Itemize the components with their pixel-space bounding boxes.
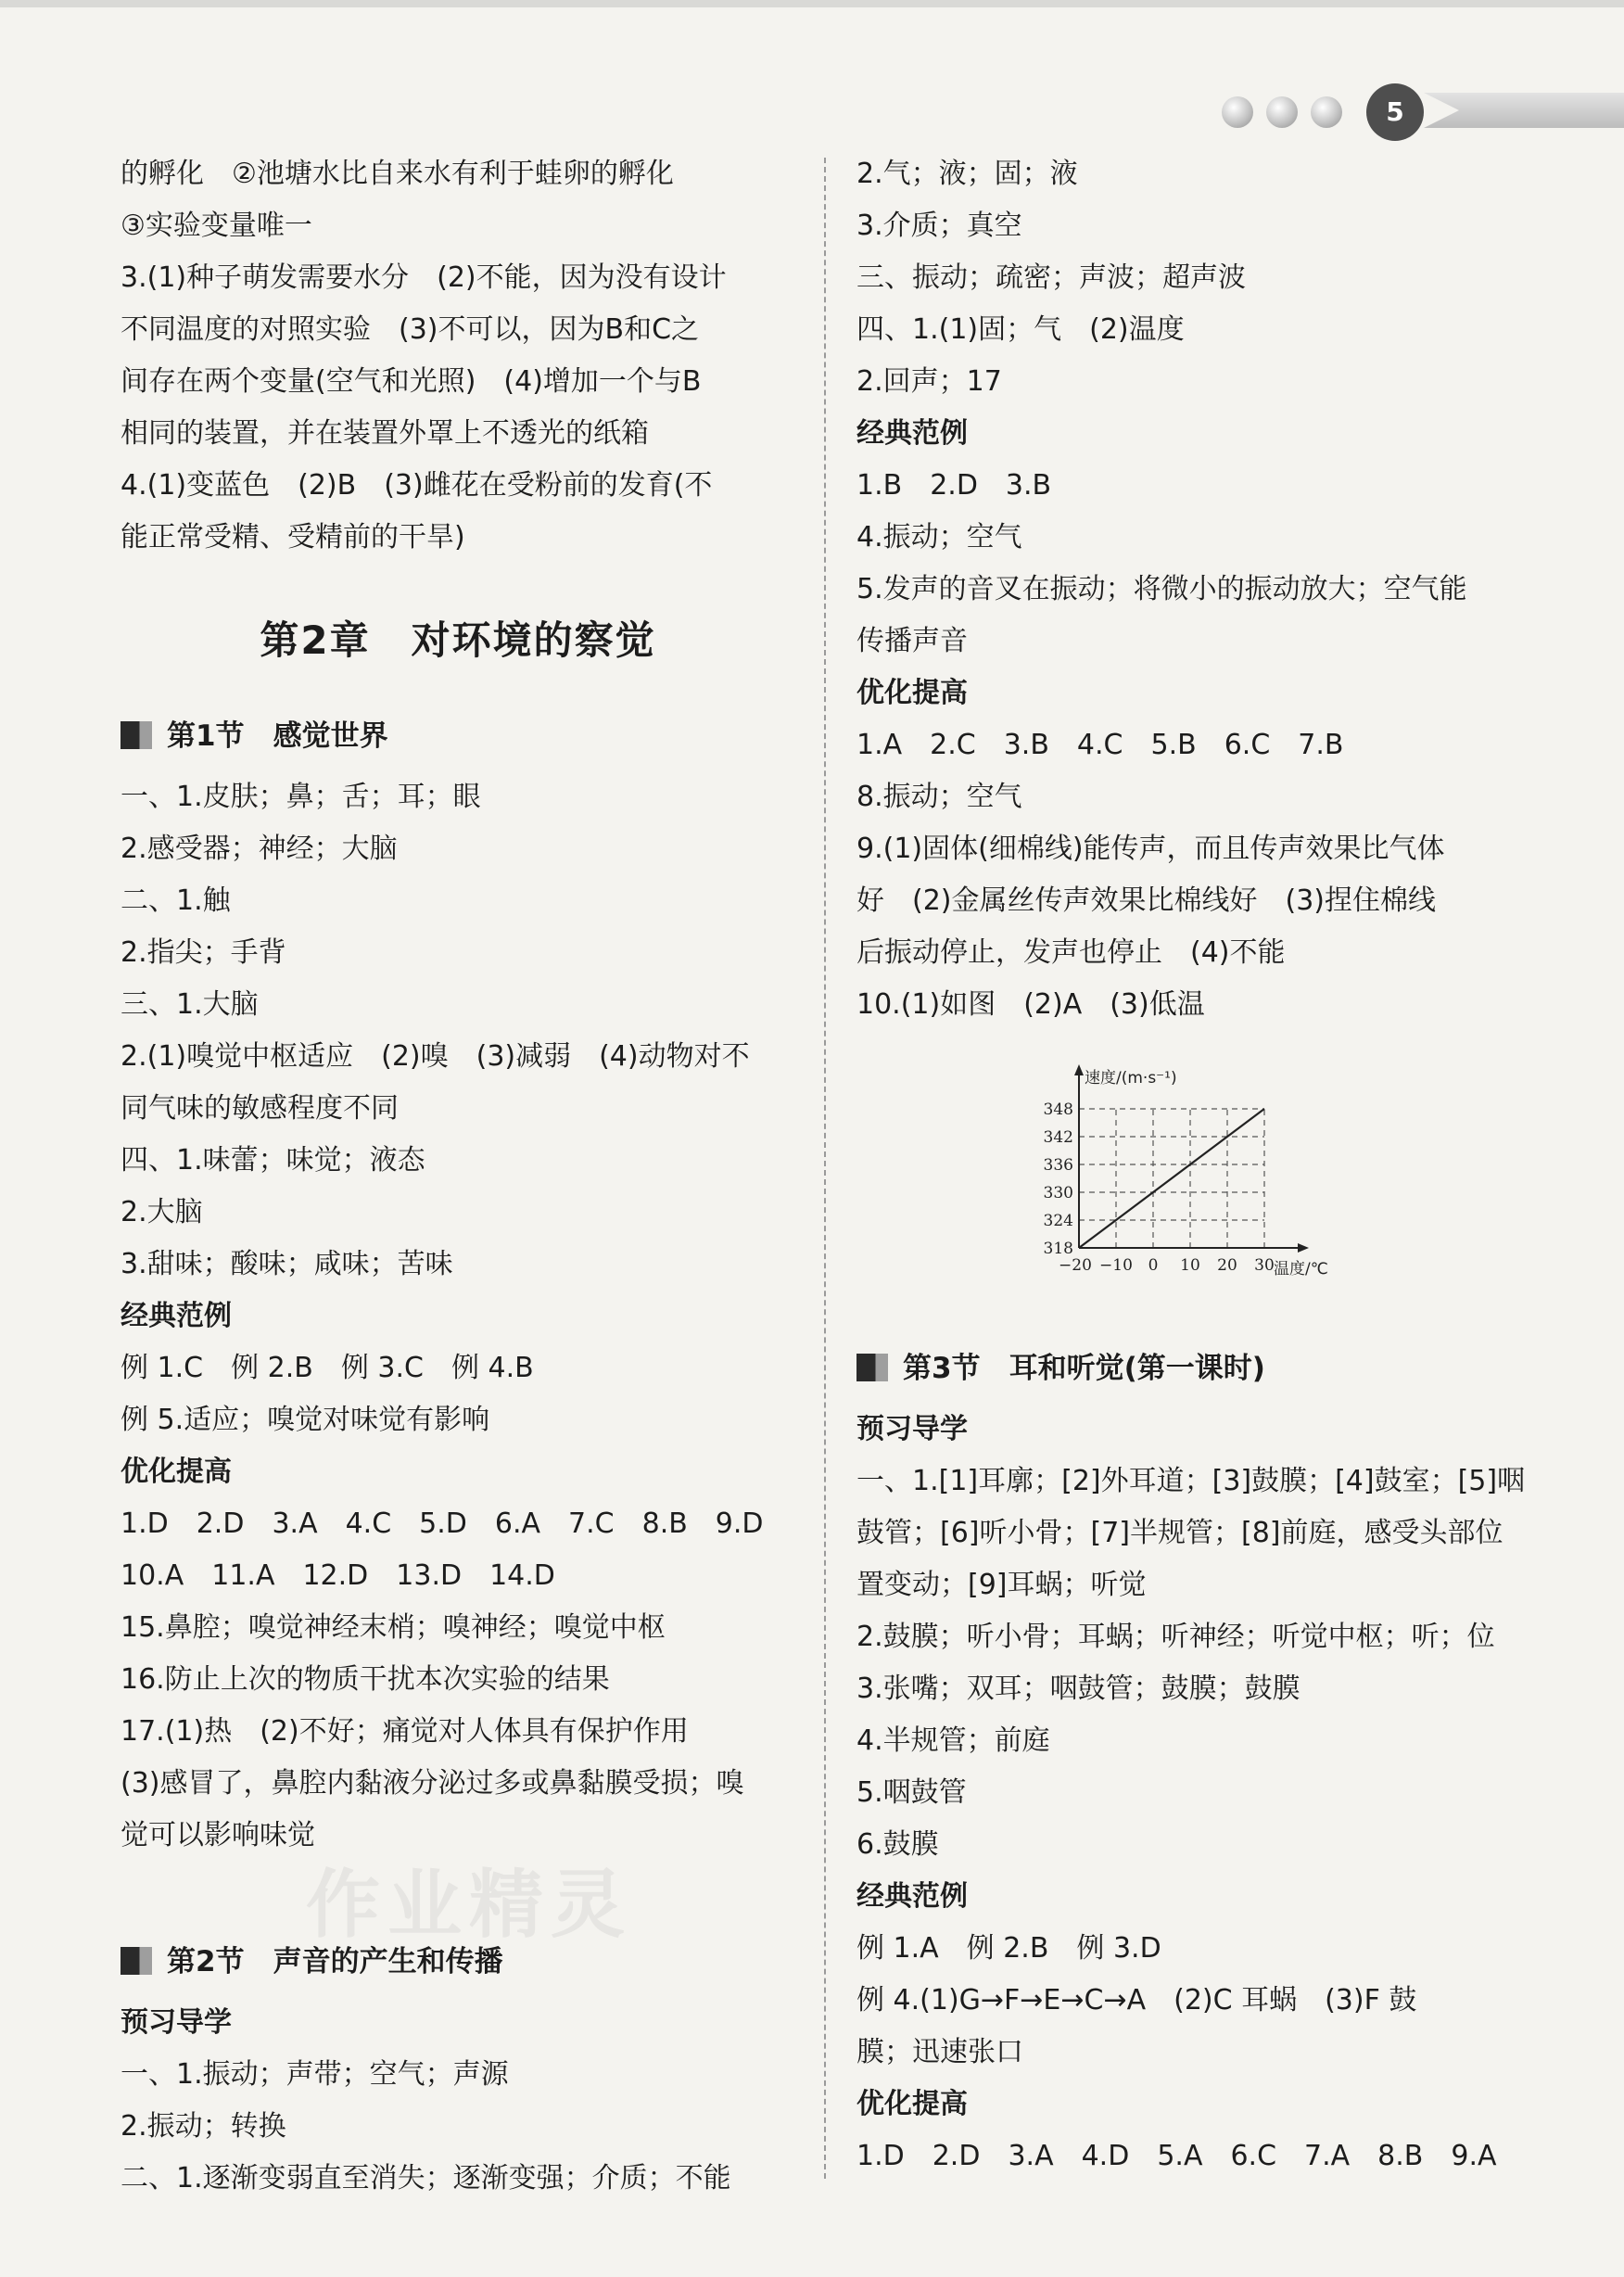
y-tick-label: 348 <box>1043 1100 1073 1119</box>
answer-line: 2.鼓膜；听小骨；耳蜗；听神经；听觉中枢；听；位 <box>856 1621 1495 1653</box>
answer-line: 3.张嘴；双耳；咽鼓管；鼓膜；鼓膜 <box>856 1673 1300 1705</box>
answer-line: 能正常受精、受精前的干旱) <box>121 521 465 553</box>
section-2-heading: 第2节 声音的产生和传播 <box>121 1927 795 1997</box>
answer-line: 3.介质；真空 <box>856 210 1022 242</box>
answer-line: 例 1.C 例 2.B 例 3.C 例 4.B <box>121 1352 534 1384</box>
speed-temperature-chart <box>1014 1037 1478 1287</box>
x-tick-label: 20 <box>1217 1256 1237 1275</box>
answer-line: 5.咽鼓管 <box>856 1776 967 1809</box>
subheading: 优化提高 <box>121 1456 232 1488</box>
answer-line: 1.D 2.D 3.A 4.D 5.A 6.C 7.A 8.B 9.A <box>856 2140 1497 2172</box>
answer-line: 6.鼓膜 <box>856 1828 939 1861</box>
header-dots <box>1222 96 1342 128</box>
answer-line: 2.感受器；神经；大脑 <box>121 833 398 865</box>
watermark: 作业精灵 <box>306 1862 632 1948</box>
answer-line: 后振动停止，发声也停止 (4)不能 <box>856 936 1286 969</box>
answer-line: 9.(1)固体(细棉线)能传声，而且传声效果比气体 <box>856 833 1445 865</box>
chart-svg <box>1014 1037 1478 1287</box>
chapter-title: 第2章 对环境的察觉 <box>260 617 656 663</box>
answer-line: 三、振动；疏密；声波；超声波 <box>856 261 1246 294</box>
answer-line: 16.防止上次的物质干扰本次实验的结果 <box>121 1663 610 1696</box>
section-1-heading: 第1节 感觉世界 <box>121 701 795 771</box>
answer-line: 2.回声；17 <box>856 365 1002 398</box>
answer-line: 例 4.(1)G→F→E→C→A (2)C 耳蜗 (3)F 鼓 <box>856 1984 1417 2016</box>
series-line <box>1079 1109 1264 1248</box>
answer-line: 1.D 2.D 3.A 4.C 5.D 6.A 7.C 8.B 9.D <box>121 1507 764 1540</box>
x-tick-label: 30 <box>1254 1256 1275 1275</box>
answer-line: 一、1.振动；声带；空气；声源 <box>121 2058 509 2091</box>
y-tick-label: 336 <box>1043 1156 1073 1175</box>
answer-line: 3.(1)种子萌发需要水分 (2)不能，因为没有设计 <box>121 261 727 294</box>
answer-line: 一、1.[1]耳廓；[2]外耳道；[3]鼓膜；[4]鼓室；[5]咽 <box>856 1465 1526 1497</box>
subheading: 优化提高 <box>856 2088 968 2120</box>
subheading: 优化提高 <box>856 677 968 709</box>
answer-line: (3)感冒了，鼻腔内黏液分泌过多或鼻黏膜受损；嗅 <box>121 1767 744 1800</box>
x-tick-label: 0 <box>1148 1256 1159 1275</box>
subheading: 经典范例 <box>856 417 968 450</box>
answer-line: 觉可以影响味觉 <box>121 1819 315 1851</box>
answer-line: 同气味的敏感程度不同 <box>121 1092 399 1125</box>
x-axis-arrow <box>1298 1243 1309 1253</box>
answer-line: 的孵化 ②池塘水比自来水有利于蛙卵的孵化 <box>121 158 674 190</box>
subheading: 经典范例 <box>121 1300 232 1332</box>
answer-line: 4.振动；空气 <box>856 521 1022 553</box>
answer-line: 传播声音 <box>856 625 968 657</box>
x-tick-label: −10 <box>1099 1256 1133 1275</box>
subheading: 预习导学 <box>121 2006 232 2039</box>
answer-line: 15.鼻腔；嗅觉神经末梢；嗅神经；嗅觉中枢 <box>121 1611 666 1644</box>
answer-line: 四、1.味蕾；味觉；液态 <box>121 1144 425 1177</box>
answer-line: 1.A 2.C 3.B 4.C 5.B 6.C 7.B <box>856 729 1344 761</box>
section-3-heading: 第3节 耳和听觉(第一课时) <box>856 1333 1533 1404</box>
answer-line: 鼓管；[6]听小骨；[7]半规管；[8]前庭，感受头部位 <box>856 1517 1503 1549</box>
answer-line: 置变动；[9]耳蜗；听觉 <box>856 1569 1147 1601</box>
right-column <box>856 148 1533 2182</box>
answer-line: 2.气；液；固；液 <box>856 158 1078 190</box>
left-column <box>121 148 795 2205</box>
top-band <box>0 0 1624 7</box>
answer-line: 三、1.大脑 <box>121 988 259 1021</box>
subheading: 预习导学 <box>856 1413 968 1445</box>
answer-line: 2.(1)嗅觉中枢适应 (2)嗅 (3)减弱 (4)动物对不 <box>121 1040 750 1073</box>
section-marker-icon <box>856 1354 888 1381</box>
column-divider <box>824 158 826 2179</box>
answer-line: 1.B 2.D 3.B <box>856 469 1052 502</box>
answer-line: 不同温度的对照实验 (3)不可以，因为B和C之 <box>121 313 700 346</box>
answer-line: 3.甜味；酸味；咸味；苦味 <box>121 1248 453 1280</box>
answer-line: 例 5.适应；嗅觉对味觉有影响 <box>121 1404 490 1436</box>
page-number: 5 <box>1366 83 1424 141</box>
answer-line: 二、1.触 <box>121 884 231 917</box>
answer-line: 17.(1)热 (2)不好；痛觉对人体具有保护作用 <box>121 1715 689 1748</box>
answer-line: 10.(1)如图 (2)A (3)低温 <box>856 988 1205 1021</box>
y-tick-label: 318 <box>1043 1240 1073 1258</box>
page-tab-bar <box>1424 93 1624 128</box>
x-tick-label: 10 <box>1180 1256 1200 1275</box>
section-marker-icon <box>121 721 152 749</box>
y-tick-label: 330 <box>1043 1184 1073 1202</box>
answer-line: 间存在两个变量(空气和光照) (4)增加一个与B <box>121 365 702 398</box>
section-marker-icon <box>121 1947 152 1975</box>
answer-line: 二、1.逐渐变弱直至消失；逐渐变强；介质；不能 <box>121 2162 731 2194</box>
y-tick-label: 342 <box>1043 1128 1073 1147</box>
answer-line: 一、1.皮肤；鼻；舌；耳；眼 <box>121 781 481 813</box>
answer-line: 四、1.(1)固；气 (2)温度 <box>856 313 1185 346</box>
subheading: 经典范例 <box>856 1880 968 1913</box>
answer-line: 4.(1)变蓝色 (2)B (3)雌花在受粉前的发育(不 <box>121 469 713 502</box>
answer-line: 2.指尖；手背 <box>121 936 286 969</box>
answer-line: 8.振动；空气 <box>856 781 1022 813</box>
y-axis-label: 速度/(m·s⁻¹) <box>1085 1069 1177 1088</box>
answer-line: 相同的装置，并在装置外罩上不透光的纸箱 <box>121 417 649 450</box>
answer-line: 10.A 11.A 12.D 13.D 14.D <box>121 1559 555 1592</box>
x-tick-label: −20 <box>1059 1256 1092 1275</box>
answer-line: 4.半规管；前庭 <box>856 1724 1050 1757</box>
answer-line: 好 (2)金属丝传声效果比棉线好 (3)捏住棉线 <box>856 884 1436 917</box>
x-axis-label: 温度/℃ <box>1274 1260 1328 1278</box>
answer-line: ③实验变量唯一 <box>121 210 312 242</box>
answer-line: 例 1.A 例 2.B 例 3.D <box>856 1932 1161 1965</box>
answer-line: 5.发声的音叉在振动；将微小的振动放大；空气能 <box>856 573 1467 605</box>
y-axis-arrow <box>1074 1064 1084 1075</box>
answer-line: 2.振动；转换 <box>121 2110 286 2143</box>
answer-line: 膜；迅速张口 <box>856 2036 1023 2068</box>
y-tick-label: 324 <box>1043 1212 1073 1230</box>
answer-line: 2.大脑 <box>121 1196 203 1228</box>
